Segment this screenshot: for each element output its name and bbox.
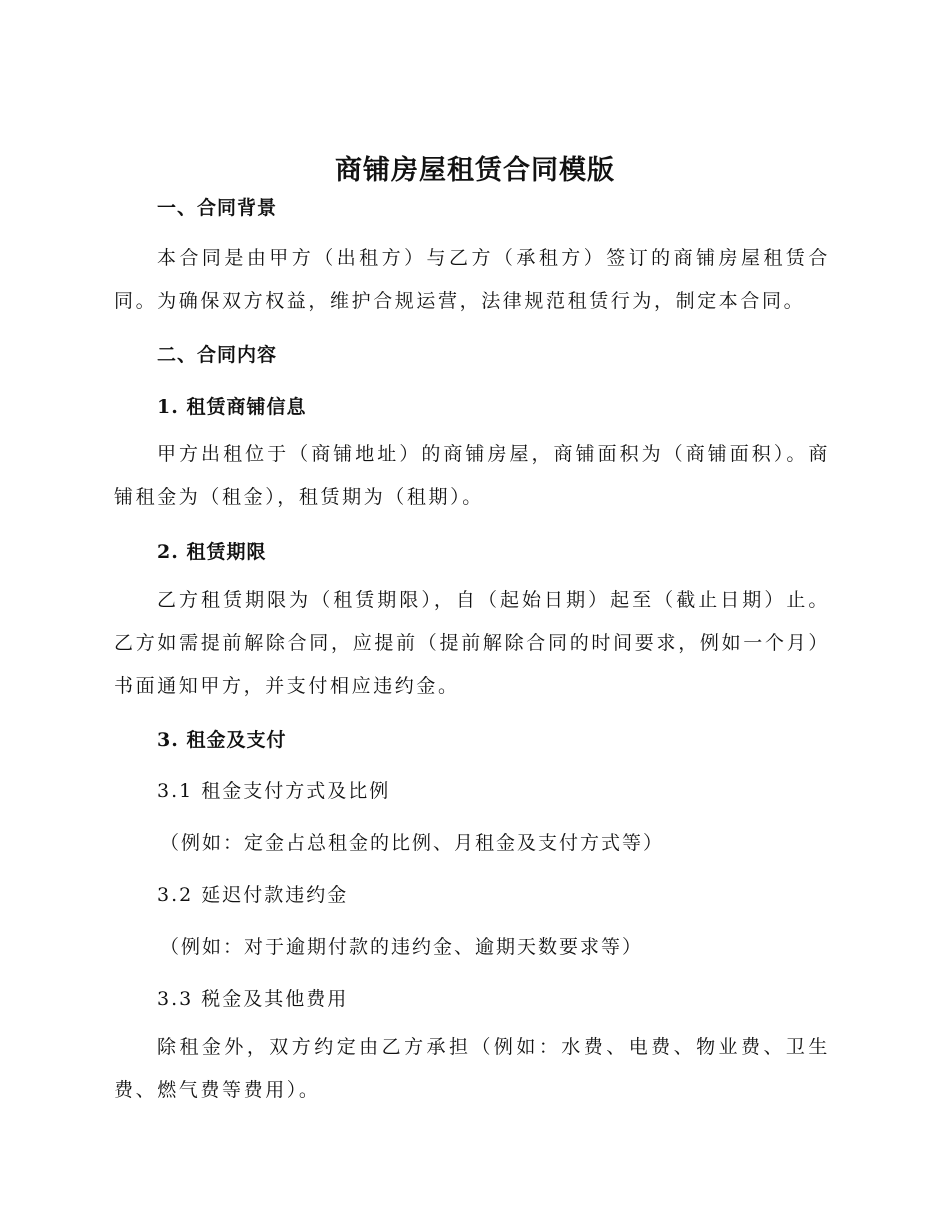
document-title: 商铺房屋租赁合同模版 [335, 155, 615, 186]
section-heading-content: 二、合同内容 [157, 344, 278, 366]
subsection-heading-lease-term: 2. 租赁期限 [157, 541, 267, 563]
clause-3-2-title: 3.2 延迟付款违约金 [157, 884, 349, 906]
subsection-heading-shop-info: 1. 租赁商铺信息 [157, 396, 307, 418]
subsection-heading-rent-payment: 3. 租金及支付 [157, 729, 287, 751]
clause-3-2-note: （例如：对于逾期付款的违约金、逾期天数要求等） [160, 936, 644, 958]
lease-term-paragraph: 乙方租赁期限为（租赁期限），自（起始日期）起至（截止日期）止。乙方如需提前解除合同，应提前（提前解除合同的时间要求，例如一个月）书面通知甲方，并支付相应违约金。 [114, 589, 830, 697]
clause-3-1-title: 3.1 租金支付方式及比例 [157, 780, 391, 802]
shop-info-paragraph: 甲方出租位于（商铺地址）的商铺房屋，商铺面积为（商铺面积）。商铺租金为（租金），租赁期为（租期）。 [114, 443, 830, 508]
clause-3-3-title: 3.3 税金及其他费用 [157, 988, 349, 1010]
background-paragraph: 本合同是由甲方（出租方）与乙方（承租方）签订的商铺房屋租赁合同。为确保双方权益，维护合规运营，法律规范租赁行为，制定本合同。 [114, 247, 830, 312]
clause-3-3-paragraph: 除租金外，双方约定由乙方承担（例如：水费、电费、物业费、卫生费、燃气费等费用）。 [114, 1036, 830, 1101]
clause-3-1-note: （例如：定金占总租金的比例、月租金及支付方式等） [160, 832, 665, 854]
section-heading-background: 一、合同背景 [157, 197, 278, 219]
